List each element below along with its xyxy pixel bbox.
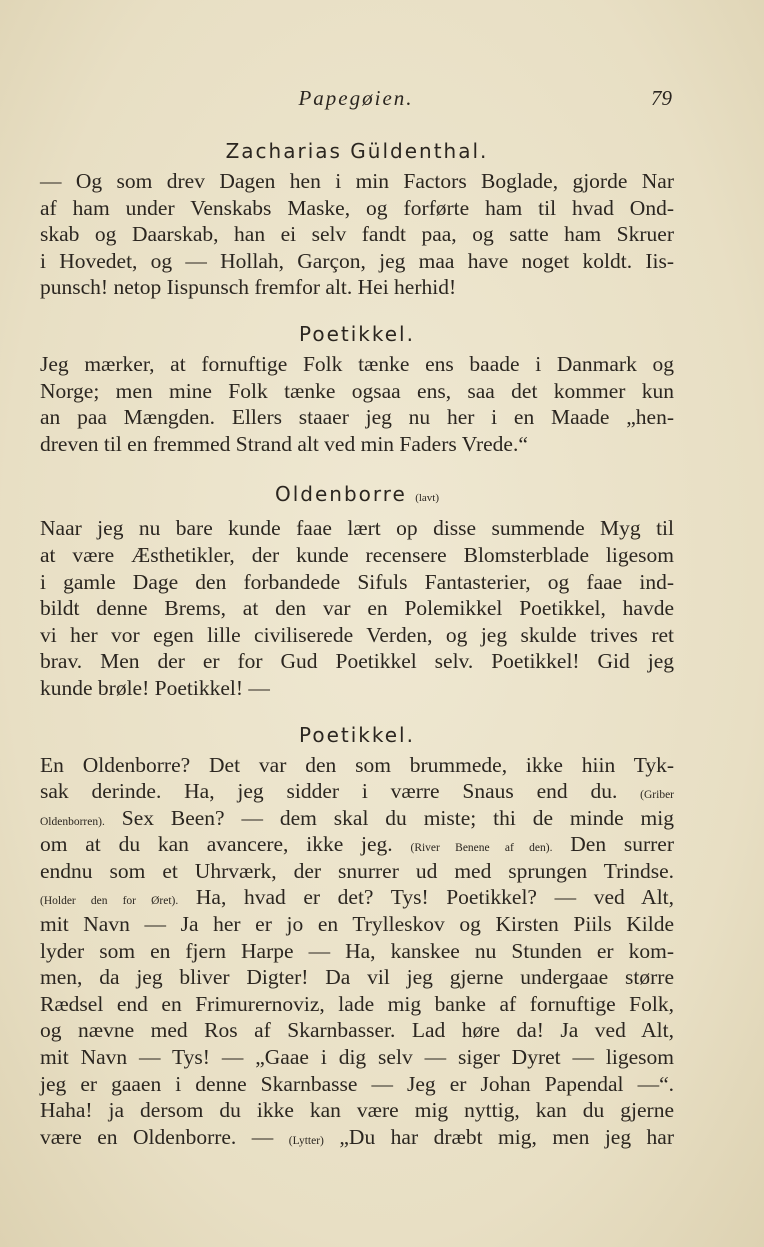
text-line: an paa Mængden. Ellers staaer jeg nu her i en Maade „hen-: [40, 405, 674, 430]
text-line: endnu som et Uhrværk, der snurrer ud med sprungen Trindse.: [40, 858, 674, 883]
running-title: Papegøien.: [298, 86, 414, 110]
stage-direction: Oldenborren).: [40, 815, 105, 828]
stage-direction: (River Benene af den).: [410, 842, 553, 855]
stage-direction: (lavt): [415, 492, 440, 505]
stage-direction: (Holder den for Øret).: [40, 895, 179, 908]
text-line: Haha! ja dersom du ikke kan være mig nyttig, kan du gjerne: [40, 1098, 674, 1123]
text-span: „Du har dræbt mig, men jeg har: [339, 1124, 675, 1149]
text-line: skab og Daarskab, han ei selv fandt paa, og satte ham Skruer: [40, 222, 674, 247]
text-span: Den surrer: [570, 832, 675, 857]
text-line: at være Æsthetikler, der kunde recensere Blomsterblade ligesom: [40, 542, 674, 567]
text-line: — Og som drev Dagen hen i min Factors Boglade, gjorde Nar: [40, 169, 674, 193]
text-line: [40, 778, 674, 805]
speech-paragraph: [40, 168, 674, 301]
text-line: punsch! netop Iispunsch fremfor alt. Hei herhid!: [40, 275, 457, 300]
text-line: jeg er gaaen i denne Skarnbasse — Jeg er Johan Papendal —“.: [40, 1071, 674, 1096]
text-line: Rædsel end en Frimurernoviz, lade mig banke af fornuftige Folk,: [40, 991, 674, 1016]
speaker-name: Oldenborre: [274, 482, 407, 507]
text-line: kunde brøle! Poetikkel! —: [40, 675, 270, 700]
speech-paragraph: [40, 752, 674, 1151]
text-line: brav. Men der er for Gud Poetikkel selv. Poetikkel! Gid jeg: [40, 649, 674, 674]
text-line: i gamle Dage den forbandede Sifuls Fantasterier, og faae ind-: [40, 569, 674, 594]
text-line: Naar jeg nu bare kunde faae lært op disse summende Myg til: [40, 516, 674, 541]
speech-paragraph: [40, 515, 674, 701]
text-span: Sex Been? — dem skal du miste; thi de minde mig: [121, 805, 675, 830]
speaker-heading: Zacharias Güldenthal.: [225, 139, 489, 163]
text-line: [40, 884, 674, 911]
text-line: bildt denne Brems, at den var en Polemikkel Poetikkel, havde: [40, 596, 674, 621]
text-line: Jeg mærker, at fornuftige Folk tænke ens baade i Danmark og: [40, 351, 674, 376]
text-span: sak derinde. Ha, jeg sidder i værre Snaus end du.: [40, 779, 618, 804]
speaker-heading: Poetikkel.: [299, 321, 415, 346]
speech-paragraph: [40, 351, 674, 457]
speaker-heading: [40, 477, 674, 515]
text-line: mit Navn — Ja her er jo en Trylleskov og Kirsten Piils Kilde: [40, 912, 674, 937]
speaker-heading: Poetikkel.: [299, 722, 415, 747]
text-line: lyder som en fjern Harpe — Ha, kanskee nu Stunden er kom-: [40, 938, 674, 963]
text-line: af ham under Venskabs Maske, og forførte ham til hvad Ond-: [40, 195, 674, 220]
text-span: være en Oldenborre. —: [40, 1124, 274, 1149]
page-number: 79: [651, 86, 672, 110]
text-line: men, da jeg bliver Digter! Da vil jeg gjerne undergaae større: [40, 965, 674, 990]
page-header: [40, 86, 672, 116]
page-body: [40, 134, 674, 1150]
text-line: dreven til en fremmed Strand alt ved min Faders Vrede.“: [40, 431, 528, 456]
text-line: En Oldenborre? Det var den som brummede, ikke hiin Tyk-: [40, 752, 674, 777]
stage-direction: (Griber: [640, 789, 675, 802]
text-line: mit Navn — Tys! — „Gaae i dig selv — siger Dyret — ligesom: [40, 1045, 674, 1070]
text-line: [40, 831, 674, 858]
text-line: vi her vor egen lille civiliserede Verden, og jeg skulde trives ret: [40, 622, 674, 647]
stage-direction: (Lytter): [288, 1134, 324, 1147]
text-span: om at du kan avancere, ikke jeg.: [40, 832, 393, 857]
text-line: [40, 805, 674, 832]
text-line: og nævne med Ros af Skarnbasser. Lad høre da! Ja ved Alt,: [40, 1018, 674, 1043]
text-line: [40, 1124, 674, 1151]
text-span: Ha, hvad er det? Tys! Poetikkel? — ved Alt,: [195, 885, 675, 910]
text-line: i Hovedet, og — Hollah, Garçon, jeg maa have noget koldt. Iis-: [40, 248, 674, 273]
text-line: Norge; men mine Folk tænke ogsaa ens, saa det kommer kun: [40, 378, 674, 403]
